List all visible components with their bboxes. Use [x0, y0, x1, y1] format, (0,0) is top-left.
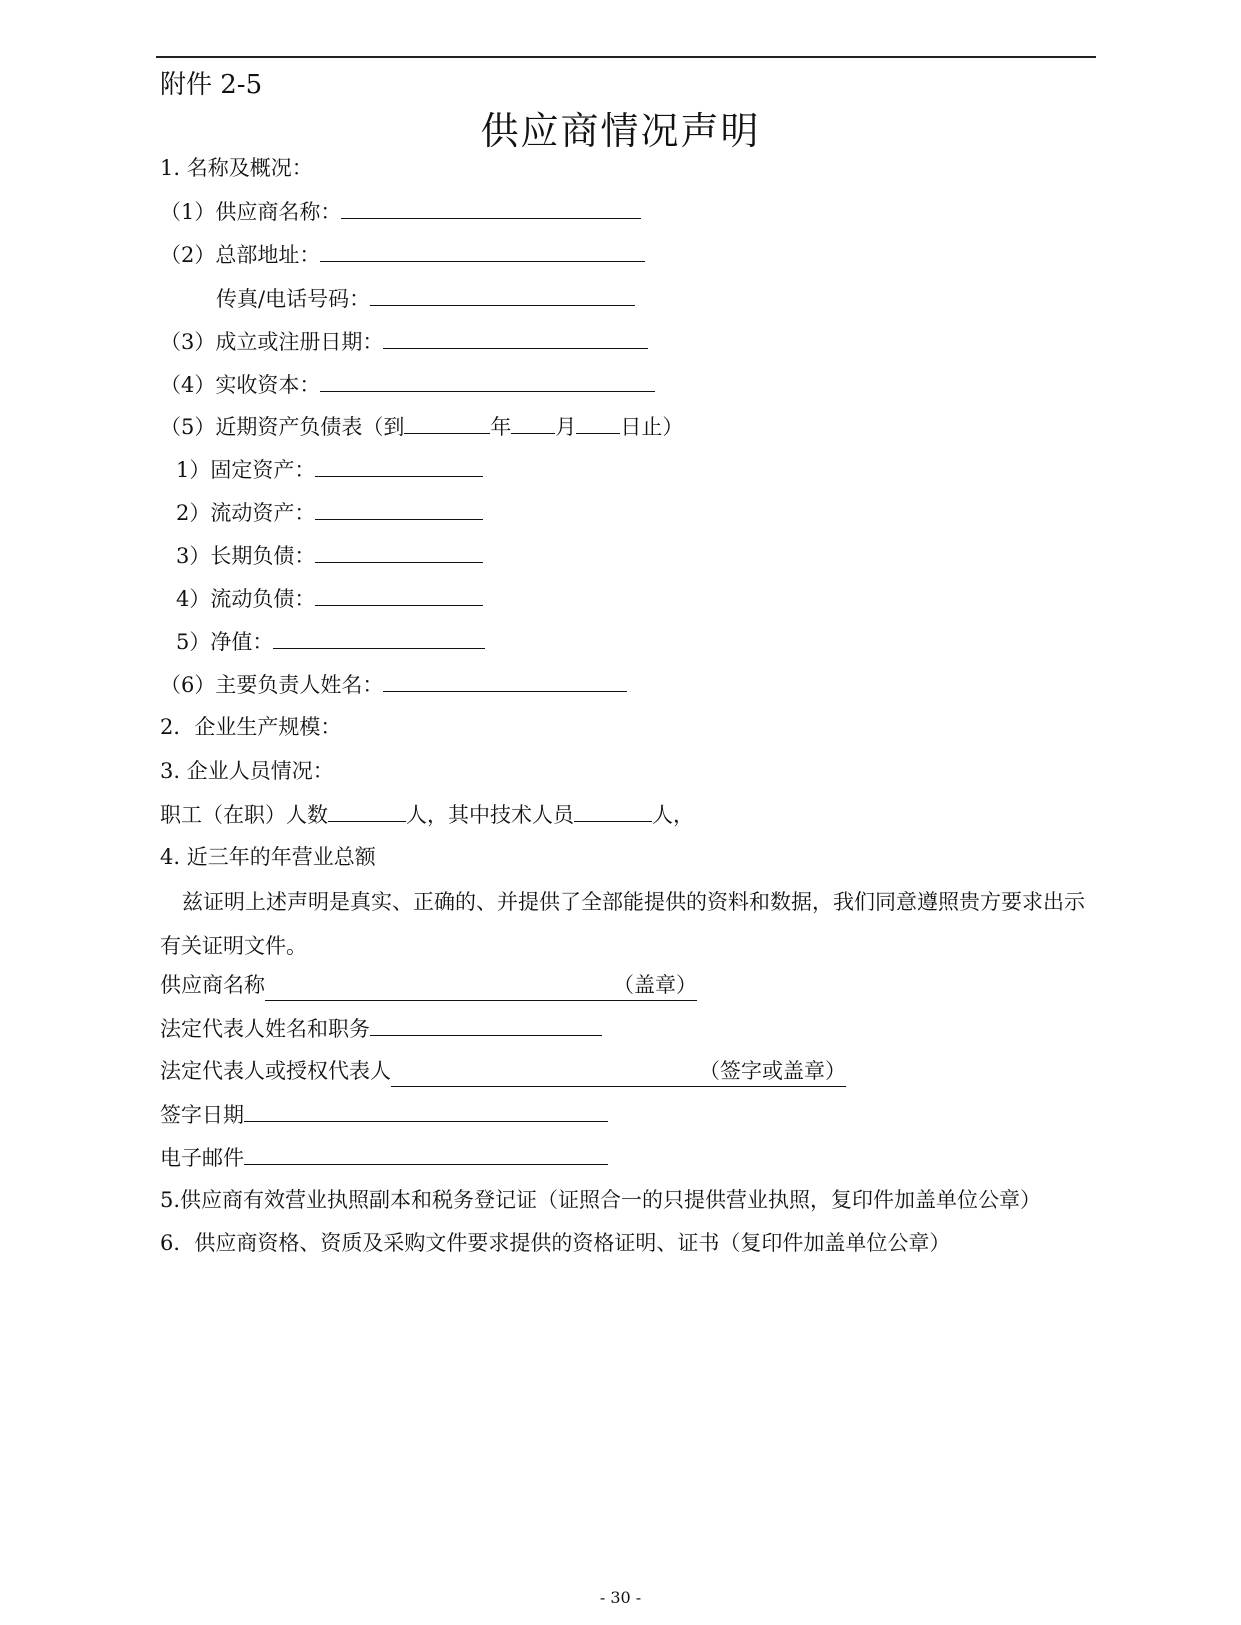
- fax-label: 传真/电话号码：: [216, 287, 371, 311]
- staff-count-field[interactable]: [328, 799, 406, 822]
- page-title: 供应商情况声明: [480, 109, 761, 153]
- current-assets-field[interactable]: [315, 497, 483, 520]
- legal-rep-row: [160, 1013, 602, 1044]
- current-debt-field[interactable]: [315, 583, 483, 606]
- section-2-heading: 2．企业生产规模：: [160, 715, 342, 739]
- fixed-assets-field[interactable]: [315, 454, 483, 477]
- legal-rep-label: 法定代表人姓名和职务: [160, 1017, 370, 1041]
- legal-rep-field[interactable]: [370, 1013, 602, 1036]
- net-value-label: 5）净值：: [176, 630, 274, 654]
- current-assets-row: [176, 497, 483, 528]
- fax-field[interactable]: [370, 283, 635, 306]
- month-label: 月: [555, 415, 577, 439]
- current-assets-label: 2）流动资产：: [176, 501, 316, 525]
- date-label: （3）成立或注册日期：: [160, 330, 384, 354]
- current-debt-row: [176, 583, 483, 614]
- net-value-row: [176, 626, 485, 657]
- balance-day-field[interactable]: [576, 411, 620, 434]
- net-value-field[interactable]: [273, 626, 485, 649]
- staff-count-label: 职工（在职）人数: [160, 803, 328, 827]
- fixed-assets-row: [176, 454, 483, 485]
- capital-row: [160, 369, 655, 400]
- section-6-text: 6．供应商资格、资质及采购文件要求提供的资格证明、证书（复印件加盖单位公章）: [160, 1231, 951, 1255]
- email-label: 电子邮件: [160, 1146, 244, 1170]
- tech-staff-label: 人，其中技术人员: [406, 803, 574, 827]
- address-label: （2）总部地址：: [160, 243, 321, 267]
- supplier-name-row: [160, 196, 641, 227]
- auth-rep-row: [160, 1056, 846, 1087]
- auth-rep-field[interactable]: [391, 1056, 846, 1087]
- manager-label: （6）主要负责人姓名：: [160, 673, 384, 697]
- date-field[interactable]: [383, 326, 648, 349]
- manager-field[interactable]: [383, 669, 627, 692]
- date-row: [160, 326, 648, 357]
- fixed-assets-label: 1）固定资产：: [176, 458, 316, 482]
- sign-date-label: 签字日期: [160, 1103, 244, 1127]
- section-1-heading: 1. 名称及概况：: [160, 156, 313, 180]
- long-debt-row: [176, 540, 483, 571]
- staff-suffix: 人，: [652, 803, 694, 827]
- sign-supplier-label: 供应商名称: [160, 973, 265, 997]
- sign-date-field[interactable]: [244, 1099, 608, 1122]
- long-debt-field[interactable]: [315, 540, 483, 563]
- header-rule: [156, 56, 1096, 58]
- sign-supplier-row: [160, 970, 697, 1001]
- balance-label: （5）近期资产负债表（到: [160, 415, 405, 439]
- address-field[interactable]: [320, 239, 645, 262]
- current-debt-label: 4）流动负债：: [176, 587, 316, 611]
- supplier-name-label: （1）供应商名称：: [160, 200, 342, 224]
- balance-month-field[interactable]: [511, 411, 555, 434]
- email-field[interactable]: [244, 1142, 608, 1165]
- attachment-label: 附件 2-5: [160, 70, 263, 100]
- tech-staff-field[interactable]: [574, 799, 652, 822]
- declaration-paragraph: 兹证明上述声明是真实、正确的、并提供了全部能提供的资料和数据，我们同意遵照贵方要求出示有关证明文件。: [160, 890, 1085, 958]
- auth-rep-label: 法定代表人或授权代表人: [160, 1059, 391, 1083]
- page-number: - 30 -: [599, 1588, 642, 1607]
- section-4-heading: 4. 近三年的年营业总额: [160, 845, 376, 869]
- capital-field[interactable]: [320, 369, 655, 392]
- balance-row: [160, 411, 683, 442]
- section-3-heading: 3. 企业人员情况：: [160, 759, 334, 783]
- capital-label: （4）实收资本：: [160, 373, 321, 397]
- long-debt-label: 3）长期负债：: [176, 544, 316, 568]
- fax-row: [216, 283, 635, 314]
- year-label: 年: [490, 415, 512, 439]
- sign-supplier-field[interactable]: [265, 970, 697, 1001]
- email-row: [160, 1142, 608, 1173]
- day-label: 日止）: [620, 415, 684, 439]
- section-5-text: 5.供应商有效营业执照副本和税务登记证（证照合一的只提供营业执照，复印件加盖单位公章）: [160, 1188, 1042, 1212]
- seal-note: （盖章）: [613, 973, 697, 997]
- staff-row: [160, 799, 694, 830]
- sign-seal-note: （签字或盖章）: [699, 1059, 846, 1083]
- supplier-name-field[interactable]: [341, 196, 641, 219]
- balance-year-field[interactable]: [404, 411, 490, 434]
- manager-row: [160, 669, 627, 700]
- address-row: [160, 239, 645, 270]
- sign-date-row: [160, 1099, 608, 1130]
